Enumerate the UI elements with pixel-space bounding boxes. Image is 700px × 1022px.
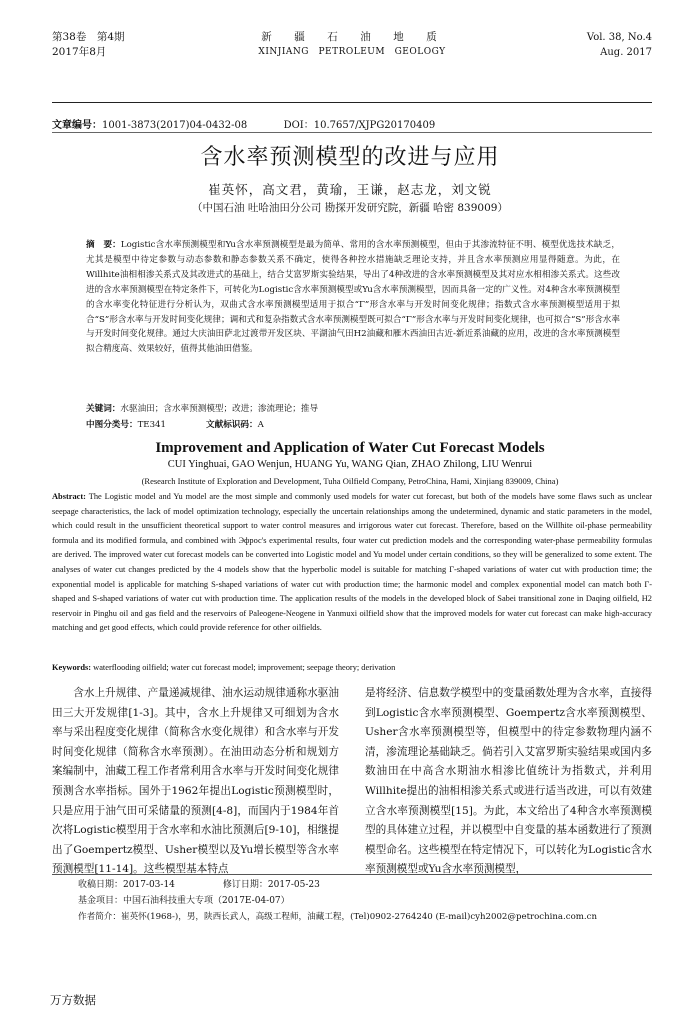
footnote-fund [78,894,668,908]
watermark: 万方数据 [50,993,96,1007]
keywords-en-label: Keywords: [52,663,92,672]
revised-label: 修订日期： [222,880,268,890]
article-no-label: 文章编号： [52,120,102,131]
doc-code: A [257,420,264,430]
abstract-cn-text: Logistic含水率预测模型和Yu含水率预测模型是最为简单、常用的含水率预测模型，但由于其渗流特征不明、模型优选技术缺乏，尤其是模型中待定参数与动态参数和静态参数关系不确定，使得各种控水措施缺乏理论支持，并且含水率预测应用显得随意。为此，在Willhite油相相渗关系式及其改进式的基础上，结合艾富罗斯实验结果，导出了4种改进的含水率预测模型及其对应水相相渗关系式。这些改进的含水率预测模型在特定条件下，可转化为Logistic含水率预测模型或Yu含水率预测模型，因而具备一定的广义性。对4种含水率预测模型的含水率变化特征进行分析认为，双曲式含水率预测模型适用于拟合“Γ”形含水率与开发时间变化规律；指数式含水率预测模型适用于拟合“S”形含水率与开发时间变化规律；调和式和复杂指数式含水率预测模型既可拟合“Γ”形含水率与开发时间变化规律，也可拟合“S”形含水率与开发时间变化规律。通过大庆油田萨北过渡带开发区块、平湖油气田H2油藏和雁木西油田古近-新近系油藏的应用，改进的含水率预测模型拟合精度高、效果较好，值得其他油田借鉴。 [86,240,620,355]
authors-en: CUI Yinghuai, GAO Wenjun, HUANG Yu, WANG Qian, ZHAO Zhilong, LIU Wenrui [167,459,533,470]
journal-name [52,30,652,60]
doc-code-label: 文献标识码： [206,420,258,430]
clc-label: 中图分类号： [86,420,138,430]
abstract-en-text: The Logistic model and Yu model are the most simple and commonly used models for water cut forecast, but both of the models have some flaws such as unclear seepage characteristics, the lack of model optimization technology, especially the uncertain relationships among the undetermined, dynamic and static parameters in the model, which could result in the unsufficient theoretical support to water control measures and irrigorous water cut forecast. Therefore, based on the Willhite oil-phase permeability formula and its modified formula, and combined with Эфрос's experimental results, four water cut prediction models and the corresponding water-phase permeability formulas are derived. The improved water cut forecast models can be converted into Logistic model and Yu model under certain conditions, so they will be generalized to some extent. The analyses of water cut changes predicted by the 4 models show that the hyperbolic model is suitable for matching Γ-shaped variations of water cut with production time; the exponential model is applicable for matching S-shaped variations of water cut with production time; the harmonic model and complex exponential model can match both Γ-shaped and S-shaped variations of water cut with production time. The application results of the models in the developed block of Sabei transitional zone in Daqing oilfield, H2 reservoir in Pinghu oil and gas field and the reservoirs of Paleogene-Neogene in Yanmuxi oilfield show that the improved models for water cut forecast can make high-accuracy matching and get good effects, which could provide reference for other oilfields. [52,492,652,633]
keywords-en-text: waterflooding oilfield; water cut forecast model; improvement; seepage theory; derivation [93,663,396,672]
affiliation-cn: （中国石油 吐哈油田分公司 勘探开发研究院，新疆 哈密 839009） [192,202,508,214]
revised-date: 2017-05-23 [267,880,320,890]
footnote-rule [52,874,652,875]
keywords-cn [86,402,620,417]
author-bio-text: 崔英怀(1968-)，男，陕西长武人，高级工程师，油藏工程，(Tel)0902-2764240 (E-mail)cyh2002@petrochina.com.cn [120,912,598,922]
paper-title-en: Improvement and Application of Water Cut Forecast Models [155,440,545,456]
doi-label: DOI： [283,120,314,131]
journal-name-en: XINJIANG PETROLEUM GEOLOGY [258,47,446,57]
body-column-left: 含水上升规律、产量递减规律、油水运动规律通称水驱油田三大开发规律[1-3]。其中，含水上升规律又可细划为含水率与采出程度变化规律（简称含水变化规律）和含水率与开发时间变化规律（简称含水率预测）。在油田动态分析和规划方案编制中，油藏工程工作者常利用含水率与开发时间变化规律预测含水率指标。国外于1962年提出Logistic预测模型时，只是应用于油气田可采储量的预测[4-8]，而国内于1984年首次将Logistic模型用于含水率和水油比预测后[9-10]，相继提出了Goempertz模型、Usher模型以及Yu增长模型等含水率预测模型[11-14]。这些模型基本特点 [52,687,339,876]
keywords-en [52,661,652,675]
doi: 10.7657/XJPG20170409 [313,120,436,131]
issue-date-en: Aug. 2017 [600,47,652,58]
abstract-cn [86,238,620,357]
received-date: 2017-03-14 [123,880,175,890]
abstract-en-label: Abstract: [52,492,86,501]
fund-text: 中国石油科技重大专项（2017E-04-07） [123,896,290,906]
running-header [52,30,652,70]
volume-issue: 第38卷 第4期 [52,31,125,43]
article-meta [52,116,435,131]
abstract-cn-label: 摘 要： [86,240,121,250]
body-column-right: 是将经济、信息数学模型中的变量函数处理为含水率，直接得到Logistic含水率预测模型、Goempertz含水率预测模型、Usher含水率预测模型等，但模型中的待定参数物理内涵不清，渗流理论基础缺乏。倘若引入艾富罗斯实验结果或国内多数油田在中高含水期油水相渗比值统计为指数式，并利用Willhite提出的油相相渗关系式或进行适当改进，可以有效建立含水率预测模型[15]。为此，本文给出了4种含水率预测模型的具体建立过程，并以模型中自变量的基本函数进行了预测模型命名。这些模型在特定情况下，可以转化为Logistic含水率预测模型或Yu含水率预测模型， [365,687,652,876]
keywords-cn-label: 关键词： [86,404,121,414]
header-rule [52,102,652,103]
authors-cn: 崔英怀，高文君，黄瑜，王谦，赵志龙，刘文锐 [208,182,492,197]
paper-title-cn: 含水率预测模型的改进与应用 [200,145,500,170]
issue-date: 2017年8月 [52,46,107,58]
volume-issue-en: Vol. 38, No.4 [586,32,652,43]
affiliation-en: (Research Institute of Exploration and Development, Tuha Oilfield Company, PetroChina, Hami, Xinjiang 839009, China) [141,476,559,486]
volume-info-en [587,30,652,60]
received-label: 收稿日期： [78,880,124,890]
clc-code: TE341 [137,420,166,430]
article-no: 1001-3873(2017)04-0432-08 [102,120,248,131]
fund-label: 基金项目： [78,896,124,906]
abstract-en [52,490,652,636]
meta-rule [52,132,652,133]
classification [86,418,620,433]
journal-name-cn: 新 疆 石 油 地 质 [261,31,443,43]
footnote-author [78,910,668,924]
author-bio-label: 作者简介： [78,912,121,922]
footnote-dates [78,878,668,892]
keywords-cn-text: 水驱油田；含水率预测模型；改进；渗流理论；推导 [120,404,319,414]
